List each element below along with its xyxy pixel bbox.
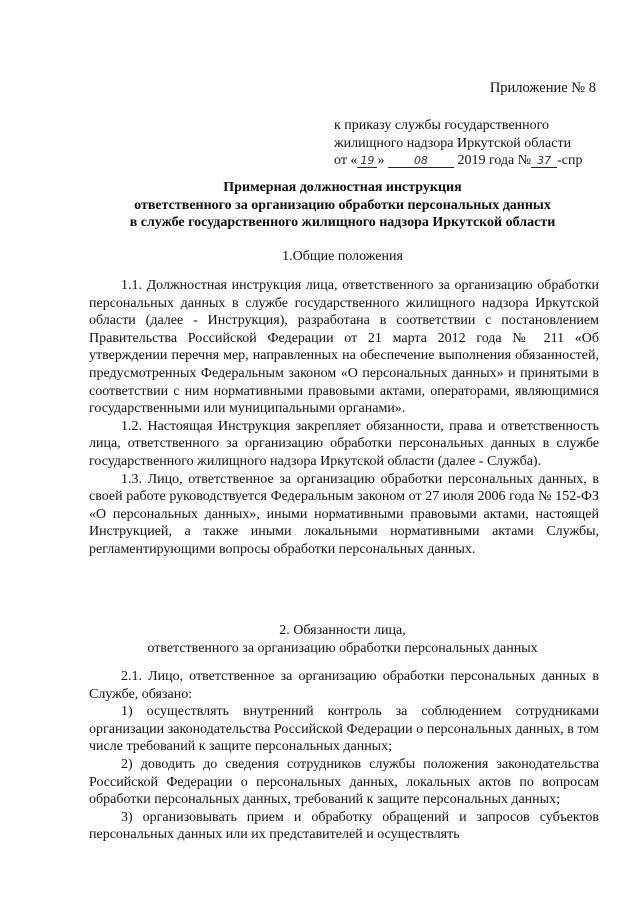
title-line-3: в службе государственного жилищного надзора Иркутской области: [129, 215, 556, 231]
date-prefix: от «: [334, 153, 358, 169]
section-2-heading: [80, 622, 605, 657]
section-1-heading: 1.Общие положения: [282, 249, 403, 264]
list-item-1: 1) осуществлять внутренний контроль за соблюдением сотрудниками организации законодательства Российской Федерации о персональных данных, в том числе требований к защите персональных данных;: [89, 704, 599, 755]
section-2-body: [89, 668, 599, 844]
list-item-3: 3) организовывать прием и обработку обращений и запросов субъектов персональных данных или их представителей и осуществлять: [89, 809, 599, 843]
list-item-2: 2) доводить до сведения сотрудников службы положения законодательства Российской Федерации о персональных данных, локальных актов по вопросам обработки персональных данных, требований к защите персональных данных;: [89, 756, 599, 808]
handwritten-number: 37: [531, 155, 557, 168]
title-line-1: Примерная должностная инструкция: [223, 180, 462, 195]
paragraph-1-3: 1.3. Лицо, ответственное за организацию обработки персональных данных, в своей работе руководствуется Федеральным законом от 27 июля 2006 года № 152-ФЗ «О персональных данных», иными нормативными правовыми актами, настоящей Инструкцией, а также иными локальными нормативными актами Службы, регламентирующими вопросы обработки персональных данных.: [89, 471, 599, 557]
date-mid: »: [377, 153, 385, 169]
document-title: [80, 179, 605, 232]
handwritten-month: 08: [388, 155, 454, 168]
section-1-body: [89, 277, 599, 559]
number-suffix: -спр: [557, 153, 583, 169]
section-2-heading-line-2: ответственного за организацию обработки персональных данных: [147, 640, 538, 656]
order-line-1: к приказу службы государственного: [334, 118, 550, 133]
order-reference: [334, 117, 604, 170]
paragraph-2-1: 2.1. Лицо, ответственное за организацию обработки персональных данных в Службе, обязано:: [89, 669, 599, 702]
handwritten-day: 19: [357, 155, 377, 168]
title-line-2: ответственного за организацию обработки персональных данных: [134, 197, 551, 213]
paragraph-1-2: 1.2. Настоящая Инструкция закрепляет обязанности, права и ответственность лица, ответственного за организацию обработки персональных данных в службе государственного жилищного надзора Иркутской области (далее - Служба).: [89, 418, 599, 469]
year-text: 2019 года №: [457, 153, 532, 169]
paragraph-1-1: 1.1. Должностная инструкция лица, ответственного за организацию обработки персональных данных в службе государственного жилищного надзора Иркутской области (далее - Инструкция), разработана в соответствии с постановлением Правительства Российской Федерации от 21 марта 2012 года № 211 «Об утверждении перечня мер, направленных на обеспечение выполнения обязанностей, предусмотренных Федеральным законом «О персональных данных» и принятыми в соответствии с ним нормативными правовыми актами, операторами, являющимися государственными или муниципальными органами».: [89, 278, 599, 417]
order-date-line: [334, 152, 604, 170]
section-2-heading-line-1: 2. Обязанности лица,: [279, 623, 406, 638]
annex-label: Приложение № 8: [489, 80, 596, 96]
order-line-2: жилищного надзора Иркутской области: [334, 135, 572, 151]
